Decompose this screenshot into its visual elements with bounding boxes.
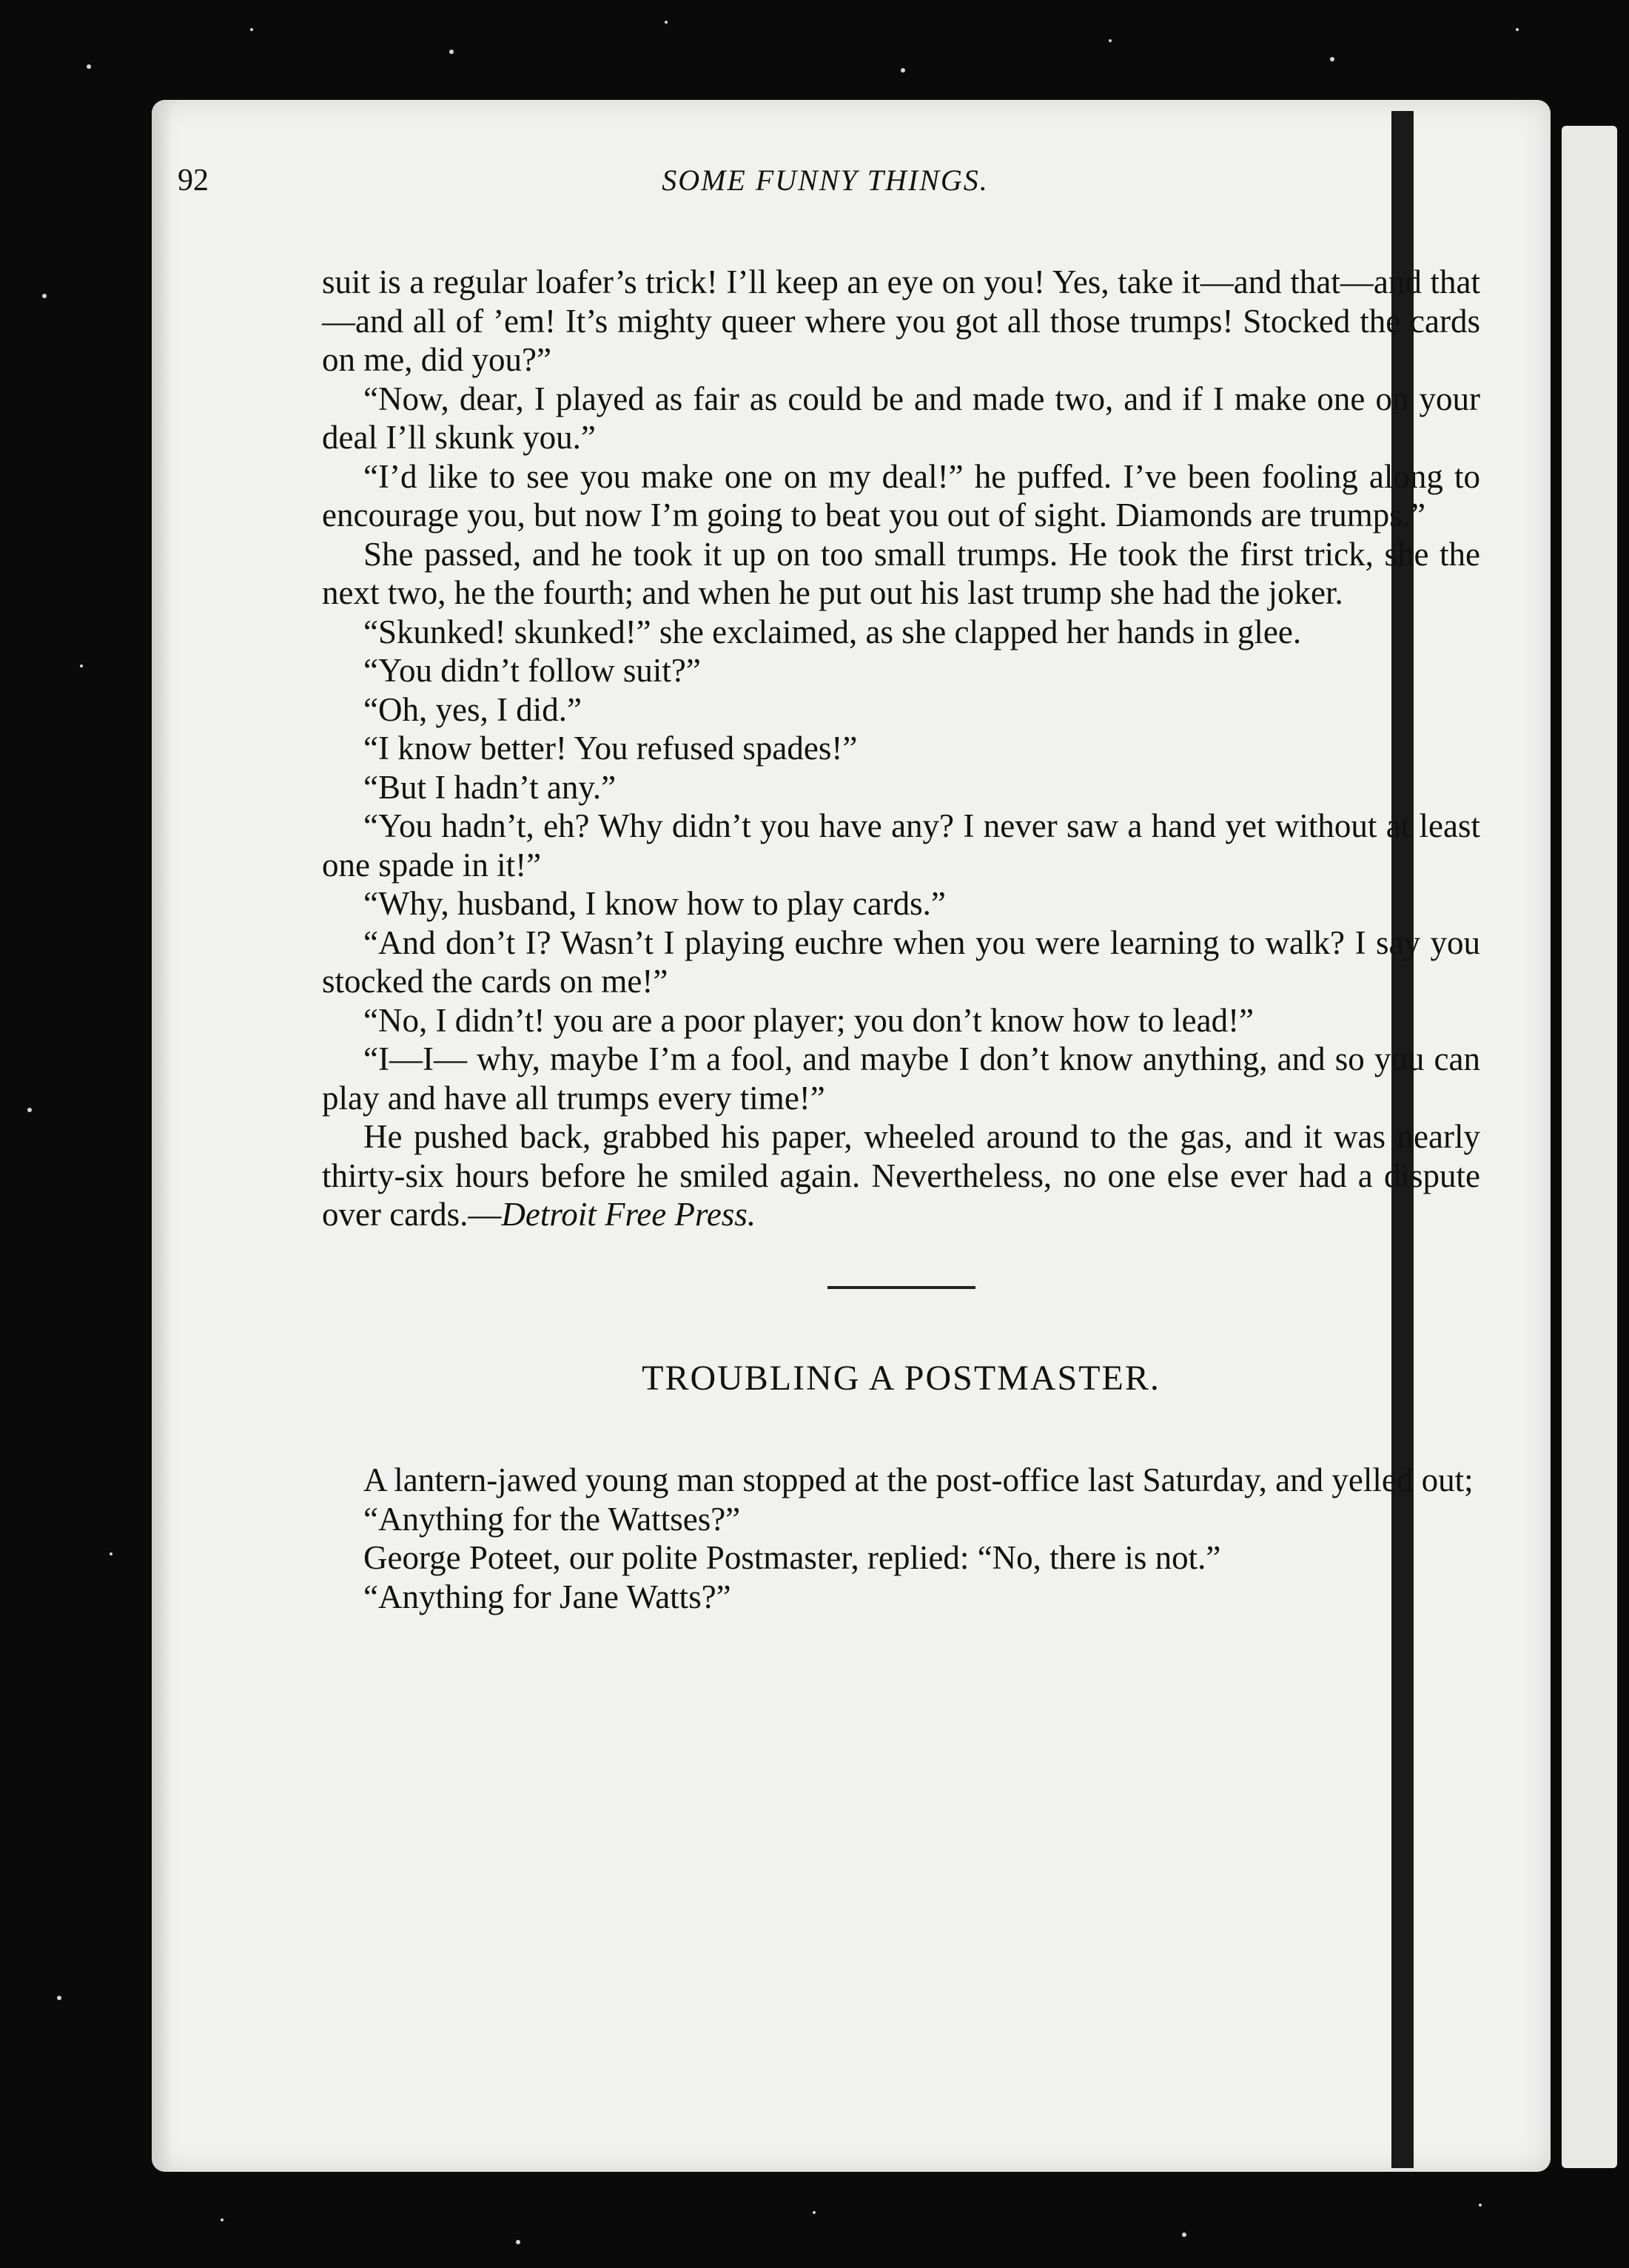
story-paragraph: “And don’t I? Wasn’t I playing euchre when you were learning to walk? I say you stocked the cards on me!” — [322, 923, 1480, 1000]
story-paragraph: “I’d like to see you make one on my deal!” he puffed. I’ve been fooling along to encourage you, but now I’m going to beat you out of sight. Diamonds are trumps.” — [322, 457, 1480, 534]
section-paragraph: A lantern-jawed young man stopped at the post-office last Saturday, and yelled out; — [363, 1461, 1474, 1498]
story-paragraph: suit is a regular loafer’s trick! I’ll keep an eye on you! Yes, take it—and that—and that—and all of ’em! It’s mighty queer where you got all those trumps! Stocked the cards on me, did you?” — [322, 263, 1480, 378]
page-number: 92 — [178, 164, 209, 198]
story-paragraph: “Now, dear, I played as fair as could be and made two, and if I make one on your deal I’ll skunk you.” — [322, 380, 1480, 456]
story-paragraph: “No, I didn’t! you are a poor player; you don’t know how to lead!” — [363, 1001, 1255, 1039]
story-paragraph: “You didn’t follow suit?” — [363, 652, 701, 689]
story-paragraph: She passed, and he took it up on too small trumps. He took the first trick, she the next two, he the fourth; and when he put out his last trump she had the joker. — [322, 535, 1480, 611]
story-paragraph: “I know better! You refused spades!” — [363, 730, 858, 767]
section-paragraph: “Anything for the Wattses?” — [363, 1500, 741, 1538]
section-paragraph: “Anything for Jane Watts?” — [363, 1578, 731, 1615]
running-head: SOME FUNNY THINGS. — [662, 164, 989, 197]
story-closing-paragraph — [322, 1117, 1480, 1234]
page-edge-shadow — [152, 100, 172, 2172]
facing-page-edge — [1562, 126, 1617, 2168]
page-body — [322, 263, 1480, 1616]
story-paragraph: “I—I— why, maybe I’m a fool, and maybe I don’t know anything, and so you can play and have all trumps every time!” — [322, 1040, 1480, 1117]
section-divider — [827, 1286, 975, 1289]
page-header — [178, 163, 1473, 207]
closing-text: He pushed back, grabbed his paper, wheeled around to the gas, and it was nearly thirty-six hours before he smiled again. Nevertheless, no one else ever had a dispute over cards.— — [322, 1118, 1480, 1233]
story-paragraph: “Why, husband, I know how to play cards.” — [363, 885, 946, 922]
section-title: TROUBLING A POSTMASTER. — [642, 1358, 1161, 1398]
story-paragraph: “Skunked! skunked!” she exclaimed, as she clapped her hands in glee. — [363, 613, 1302, 650]
story-paragraph: “Oh, yes, I did.” — [363, 690, 582, 728]
section-paragraph: George Poteet, our polite Postmaster, replied: “No, there is not.” — [363, 1539, 1221, 1576]
story-paragraph: “You hadn’t, eh? Why didn’t you have any? I never saw a hand yet without at least one spade in it!” — [322, 807, 1480, 884]
source-attribution: Detroit Free Press. — [501, 1196, 756, 1233]
story-paragraph: “But I hadn’t any.” — [363, 768, 617, 806]
